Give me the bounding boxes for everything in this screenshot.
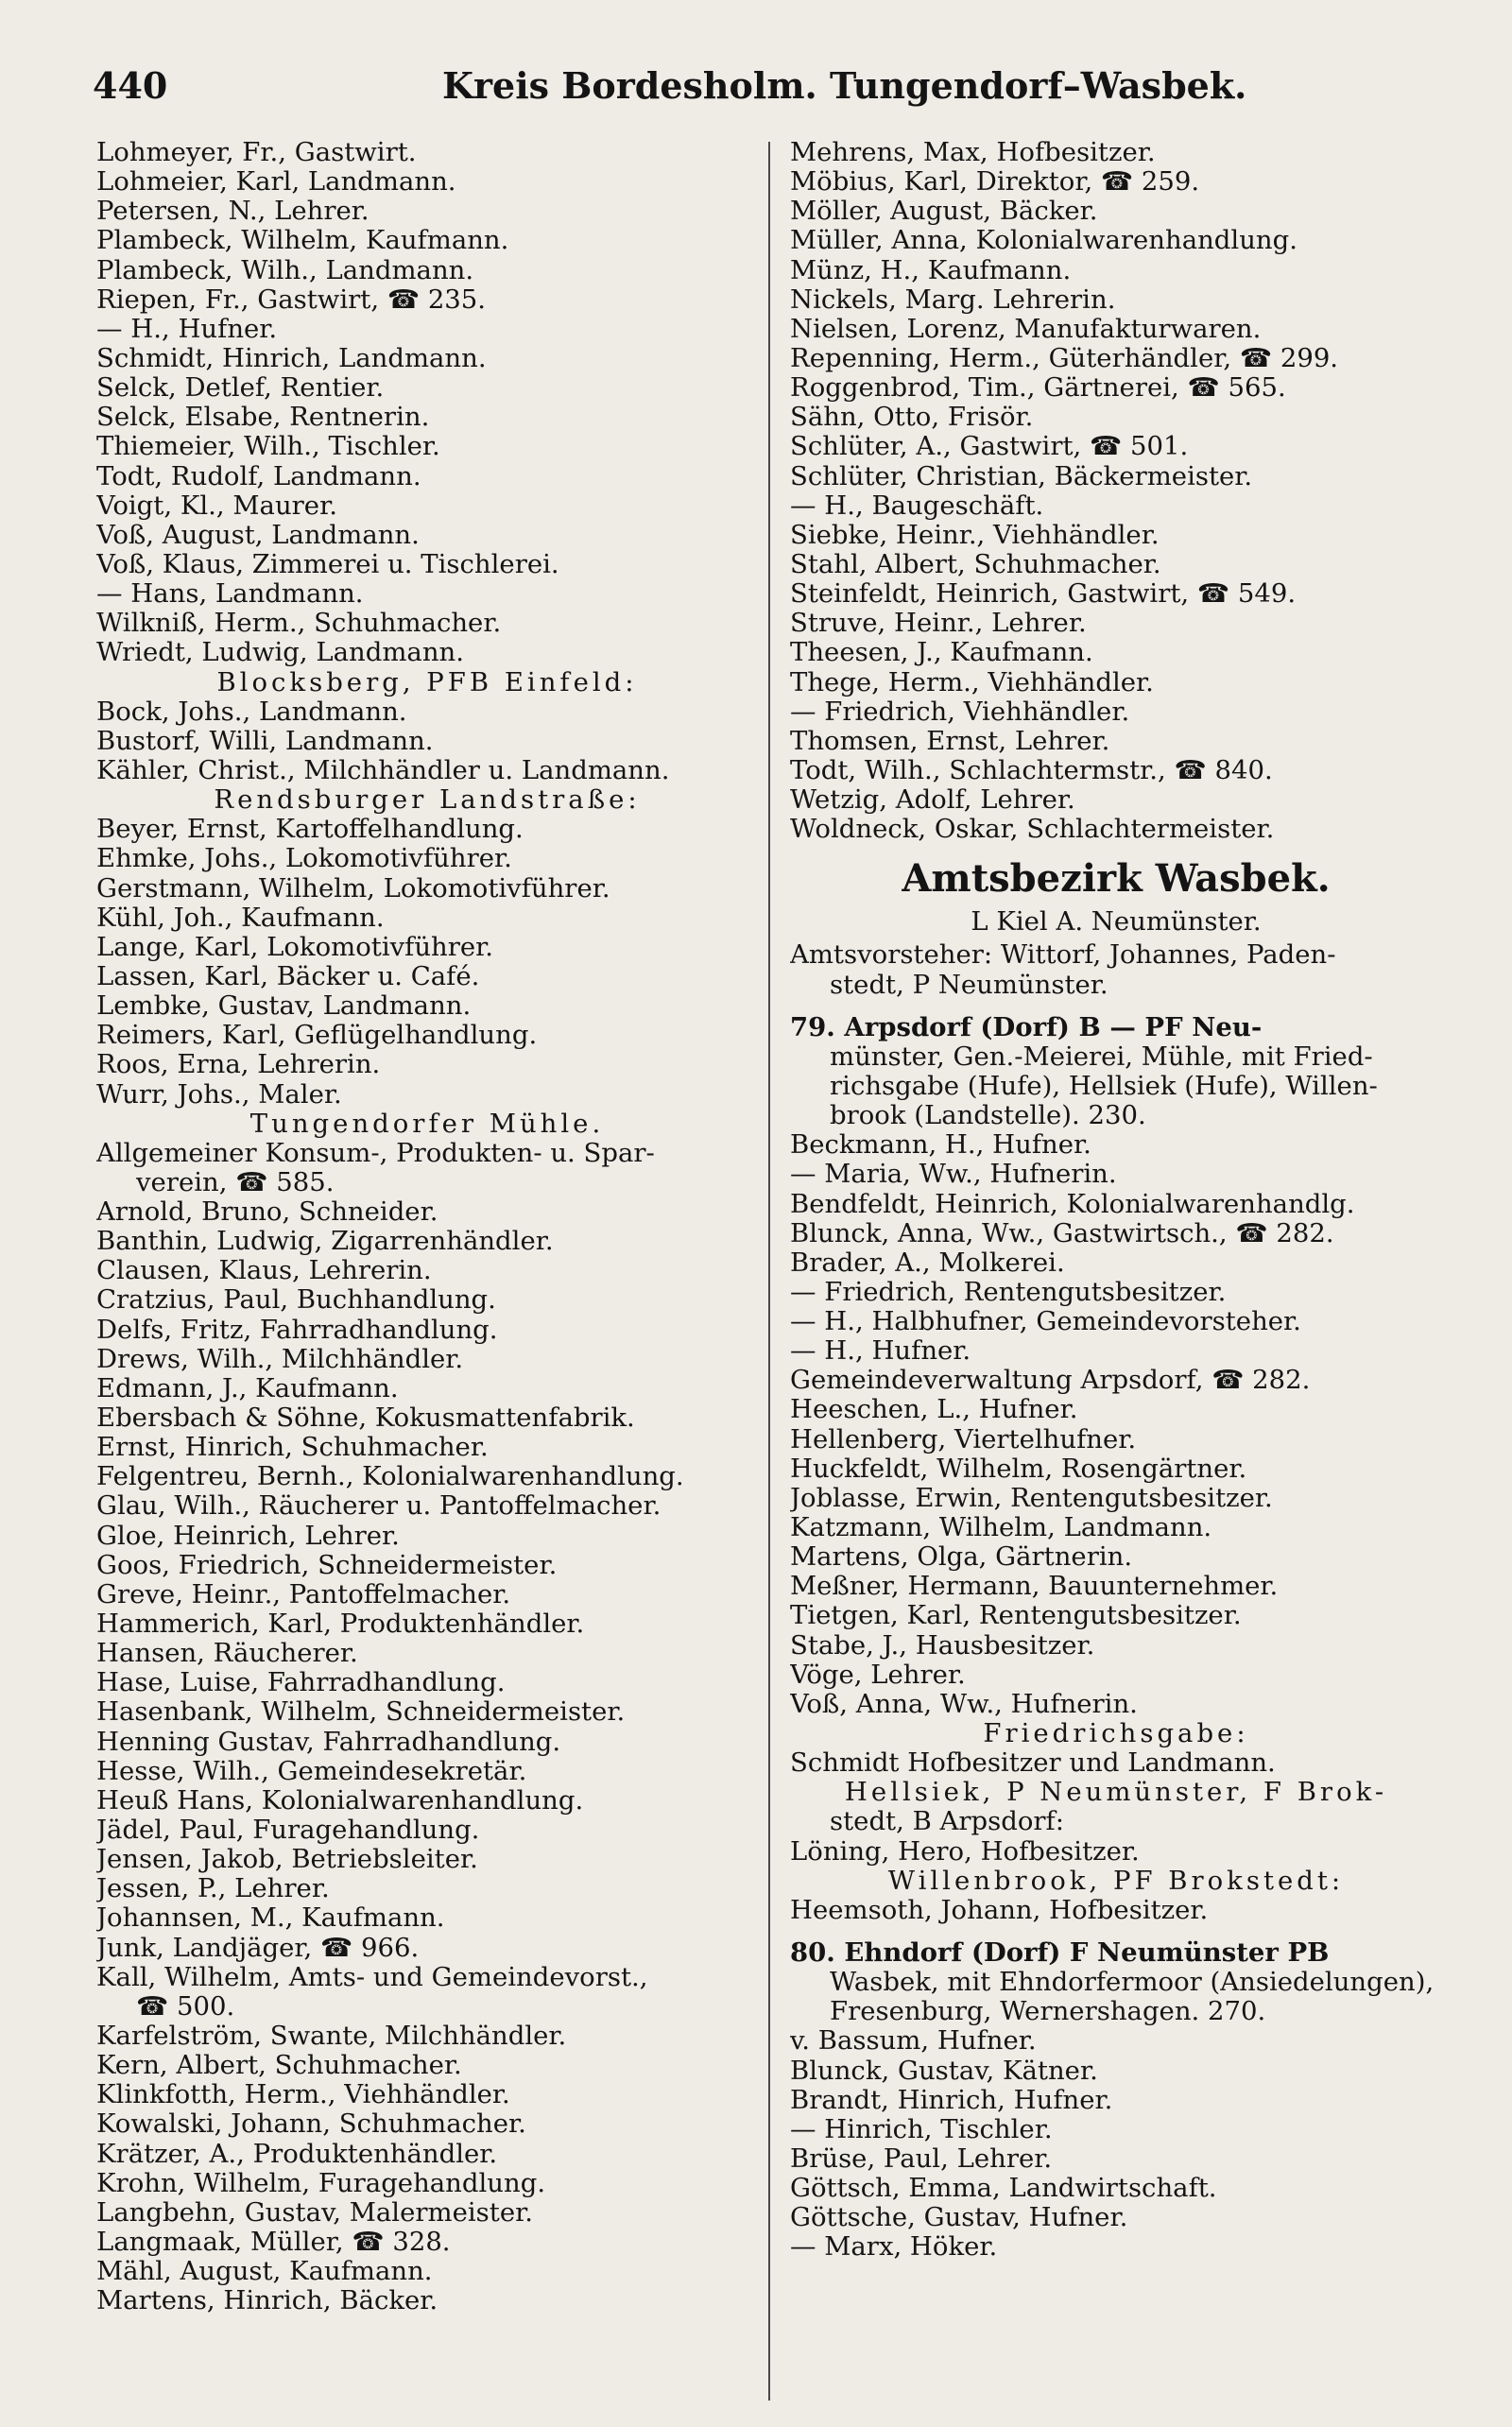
left-column bbox=[96, 138, 758, 2406]
directory-entry: Steinfeldt, Heinrich, Gastwirt, ☎ 549. bbox=[790, 579, 1297, 610]
directory-entry: Kühl, Joh., Kaufmann. bbox=[96, 903, 385, 933]
directory-entry: Thomsen, Ernst, Lehrer. bbox=[790, 726, 1110, 756]
directory-entry: Voß, Anna, Ww., Hufnerin. bbox=[790, 1689, 1138, 1719]
directory-entry: Vöge, Lehrer. bbox=[790, 1660, 966, 1690]
directory-entry: Schmidt, Hinrich, Landmann. bbox=[96, 343, 487, 373]
directory-entry: Thege, Herm., Viehhändler. bbox=[790, 667, 1154, 697]
directory-entry: Lange, Karl, Lokomotivführer. bbox=[96, 932, 494, 962]
directory-entry: Huckfeldt, Wilhelm, Rosengärtner. bbox=[790, 1454, 1247, 1484]
directory-entry: Ebersbach & Söhne, Kokusmattenfabrik. bbox=[96, 1403, 635, 1434]
directory-entry: Lohmeier, Karl, Landmann. bbox=[96, 167, 456, 198]
locality-heading: Friedrichsgabe: bbox=[983, 1719, 1249, 1749]
directory-entry: Bock, Johs., Landmann. bbox=[96, 697, 407, 727]
directory-entry: Plambeck, Wilhelm, Kaufmann. bbox=[96, 226, 509, 256]
directory-entry: Thiemeier, Wilh., Tischler. bbox=[96, 432, 440, 462]
directory-entry: Karfelström, Swante, Milchhändler. bbox=[96, 2022, 567, 2051]
locality-heading: Tungendorfer Mühle. bbox=[249, 1109, 605, 1139]
directory-entry: Göttsch, Emma, Landwirtschaft. bbox=[790, 2174, 1217, 2204]
directory-entry: Langbehn, Gustav, Malermeister. bbox=[96, 2197, 533, 2228]
directory-entry: Ehmke, Johs., Lokomotivführer. bbox=[96, 844, 512, 874]
directory-entry: Roos, Erna, Lehrerin. bbox=[96, 1050, 381, 1080]
entry-continuation: verein, ☎ 585. bbox=[136, 1167, 335, 1197]
directory-entry: Kähler, Christ., Milchhändler u. Landmann. bbox=[96, 755, 670, 785]
page-number: 440 bbox=[93, 64, 168, 107]
directory-entry: Voß, August, Landmann. bbox=[96, 520, 420, 550]
directory-entry: Hase, Luise, Fahrradhandlung. bbox=[96, 1668, 506, 1698]
directory-entry: Junk, Landjäger, ☎ 966. bbox=[96, 1933, 420, 1963]
directory-entry: Beyer, Ernst, Kartoffelhandlung. bbox=[96, 815, 524, 845]
directory-entry: Klinkfotth, Herm., Viehhändler. bbox=[96, 2080, 510, 2110]
directory-entry: — Hans, Landmann. bbox=[96, 579, 364, 610]
directory-entry: — Friedrich, Rentengutsbesitzer. bbox=[790, 1277, 1227, 1307]
directory-entry: Langmaak, Müller, ☎ 328. bbox=[96, 2227, 451, 2257]
directory-entry: Nickels, Marg. Lehrerin. bbox=[790, 284, 1116, 315]
entry-continuation: stedt, P Neumünster. bbox=[830, 970, 1108, 1000]
locality-heading: Rendsburger Landstraße: bbox=[214, 785, 641, 816]
directory-entry: Delfs, Fritz, Fahrradhandlung. bbox=[96, 1315, 498, 1345]
column-divider bbox=[768, 142, 770, 2401]
directory-entry: Theesen, J., Kaufmann. bbox=[790, 638, 1093, 668]
directory-entry: Wurr, Johs., Maler. bbox=[96, 1079, 342, 1110]
directory-entry: Petersen, N., Lehrer. bbox=[96, 197, 369, 227]
directory-entry: — Marx, Höker. bbox=[790, 2232, 998, 2263]
locality-heading: Hellsiek, P Neumünster, F Brok- bbox=[844, 1778, 1388, 1808]
directory-entry: Stabe, J., Hausbesitzer. bbox=[790, 1630, 1095, 1661]
directory-entry: Brüse, Paul, Lehrer. bbox=[790, 2144, 1053, 2174]
directory-entry: Lassen, Karl, Bäcker u. Café. bbox=[96, 961, 480, 991]
locality-heading: Willenbrook, PF Brokstedt: bbox=[887, 1866, 1345, 1896]
entry-continuation: richsgabe (Hufe), Hellsiek (Hufe), Willen- bbox=[830, 1071, 1378, 1101]
directory-entry: Martens, Olga, Gärtnerin. bbox=[790, 1542, 1133, 1573]
spacer bbox=[790, 1925, 1442, 1938]
entry-continuation: ☎ 500. bbox=[136, 1991, 235, 2022]
directory-entry: Nielsen, Lorenz, Manufakturwaren. bbox=[790, 314, 1262, 344]
directory-entry: Bendfeldt, Heinrich, Kolonialwarenhandlg. bbox=[790, 1189, 1355, 1219]
directory-entry: Johannsen, M., Kaufmann. bbox=[96, 1903, 445, 1934]
directory-entry: Heemsoth, Johann, Hofbesitzer. bbox=[790, 1895, 1209, 1925]
directory-entry: Siebke, Heinr., Viehhändler. bbox=[790, 520, 1160, 550]
directory-entry: Joblasse, Erwin, Rentengutsbesitzer. bbox=[790, 1483, 1273, 1513]
directory-entry: Hellenberg, Viertelhufner. bbox=[790, 1424, 1137, 1454]
directory-entry: Blunck, Gustav, Kätner. bbox=[790, 2056, 1098, 2086]
right-column bbox=[790, 138, 1442, 2406]
directory-entry: Tietgen, Karl, Rentengutsbesitzer. bbox=[790, 1601, 1242, 1631]
directory-entry: Struve, Heinr., Lehrer. bbox=[790, 609, 1087, 639]
directory-entry: Wriedt, Ludwig, Landmann. bbox=[96, 638, 464, 668]
directory-entry: — Friedrich, Viehhändler. bbox=[790, 697, 1130, 727]
directory-entry: Ernst, Hinrich, Schuhmacher. bbox=[96, 1433, 489, 1463]
directory-entry: Voigt, Kl., Maurer. bbox=[96, 491, 337, 521]
directory-entry: Martens, Hinrich, Bäcker. bbox=[96, 2286, 438, 2316]
directory-entry: Clausen, Klaus, Lehrerin. bbox=[96, 1256, 432, 1286]
directory-entry: — H., Baugeschäft. bbox=[790, 491, 1044, 521]
directory-entry: — H., Halbhufner, Gemeindevorsteher. bbox=[790, 1307, 1301, 1337]
entry-continuation: stedt, B Arpsdorf: bbox=[830, 1807, 1064, 1837]
directory-entry: Hammerich, Karl, Produktenhändler. bbox=[96, 1609, 585, 1640]
entry-continuation: brook (Landstelle). 230. bbox=[830, 1101, 1146, 1131]
directory-entry: Arnold, Bruno, Schneider. bbox=[96, 1197, 438, 1228]
page-header bbox=[93, 64, 1435, 121]
directory-entry: Kowalski, Johann, Schuhmacher. bbox=[96, 2109, 526, 2140]
directory-entry: Henning Gustav, Fahrradhandlung. bbox=[96, 1727, 561, 1757]
running-title: Kreis Bordesholm. Tungendorf–Wasbek. bbox=[442, 64, 1247, 107]
municipality-heading: 79. Arpsdorf (Dorf) B — PF Neu- bbox=[790, 1012, 1263, 1042]
directory-entry: Heeschen, L., Hufner. bbox=[790, 1395, 1078, 1425]
directory-entry: Mehrens, Max, Hofbesitzer. bbox=[790, 138, 1156, 167]
directory-entry: Gloe, Heinrich, Lehrer. bbox=[96, 1521, 400, 1551]
directory-entry: Selck, Detlef, Rentier. bbox=[96, 373, 385, 404]
directory-entry: Mähl, August, Kaufmann. bbox=[96, 2257, 433, 2287]
directory-entry: Blunck, Anna, Ww., Gastwirtsch., ☎ 282. bbox=[790, 1218, 1334, 1248]
directory-entry: Möbius, Karl, Direktor, ☎ 259. bbox=[790, 167, 1200, 198]
directory-entry: Schlüter, Christian, Bäckermeister. bbox=[790, 461, 1253, 491]
directory-entry: Gemeindeverwaltung Arpsdorf, ☎ 282. bbox=[790, 1366, 1311, 1396]
directory-entry: Goos, Friedrich, Schneidermeister. bbox=[96, 1550, 558, 1580]
directory-entry: Wetzig, Adolf, Lehrer. bbox=[790, 785, 1075, 816]
directory-entry: Müller, Anna, Kolonialwarenhandlung. bbox=[790, 226, 1297, 256]
directory-entry: Todt, Wilh., Schlachtermstr., ☎ 840. bbox=[790, 755, 1273, 785]
directory-entry: Reimers, Karl, Geflügelhandlung. bbox=[96, 1021, 538, 1051]
entry-continuation: Wasbek, mit Ehndorfermoor (Ansiedelungen), bbox=[830, 1968, 1435, 1998]
directory-entry: Jensen, Jakob, Betriebsleiter. bbox=[96, 1845, 478, 1875]
directory-entry: Krätzer, A., Produktenhändler. bbox=[96, 2139, 498, 2169]
directory-entry: Löning, Hero, Hofbesitzer. bbox=[790, 1836, 1140, 1867]
directory-entry: Kern, Albert, Schuhmacher. bbox=[96, 2051, 462, 2081]
directory-entry: Felgentreu, Bernh., Kolonialwarenhandlung. bbox=[96, 1462, 684, 1492]
directory-entry: Greve, Heinr., Pantoffelmacher. bbox=[96, 1579, 511, 1609]
directory-entry: Krohn, Wilhelm, Furagehandlung. bbox=[96, 2168, 546, 2198]
directory-entry: Brader, A., Molkerei. bbox=[790, 1248, 1065, 1278]
directory-entry: Schlüter, A., Gastwirt, ☎ 501. bbox=[790, 432, 1189, 462]
directory-entry: Katzmann, Wilhelm, Landmann. bbox=[790, 1513, 1212, 1543]
directory-entry: Brandt, Hinrich, Hufner. bbox=[790, 2085, 1113, 2115]
directory-entry: — H., Hufner. bbox=[96, 314, 278, 344]
directory-entry: Selck, Elsabe, Rentnerin. bbox=[96, 403, 430, 433]
directory-entry: Münz, H., Kaufmann. bbox=[790, 255, 1072, 285]
directory-entry: Todt, Rudolf, Landmann. bbox=[96, 461, 421, 491]
directory-entry: Meßner, Hermann, Bauunternehmer. bbox=[790, 1572, 1279, 1602]
directory-entry: Jessen, P., Lehrer. bbox=[96, 1874, 330, 1904]
directory-entry: Hesse, Wilh., Gemeindesekretär. bbox=[96, 1756, 527, 1786]
directory-entry: Allgemeiner Konsum-, Produkten- u. Spar- bbox=[96, 1138, 655, 1168]
district-heading: Amtsbezirk Wasbek. bbox=[902, 856, 1331, 902]
directory-entry: Hasenbank, Wilhelm, Schneidermeister. bbox=[96, 1697, 626, 1728]
directory-entry: Banthin, Ludwig, Zigarrenhändler. bbox=[96, 1227, 554, 1257]
directory-entry: Wilkniß, Herm., Schuhmacher. bbox=[96, 609, 502, 639]
locality-heading: Blocksberg, PFB Einfeld: bbox=[216, 667, 638, 697]
directory-entry: Repenning, Herm., Güterhändler, ☎ 299. bbox=[790, 343, 1339, 373]
directory-entry: Edmann, J., Kaufmann. bbox=[96, 1373, 399, 1403]
entry-continuation: Fresenburg, Wernershagen. 270. bbox=[830, 1997, 1266, 2027]
directory-entry: Schmidt Hofbesitzer und Landmann. bbox=[790, 1748, 1276, 1779]
directory-entry: Göttsche, Gustav, Hufner. bbox=[790, 2203, 1128, 2233]
directory-entry: Lohmeyer, Fr., Gastwirt. bbox=[96, 138, 417, 167]
directory-entry: Lembke, Gustav, Landmann. bbox=[96, 991, 472, 1022]
directory-entry: — H., Hufner. bbox=[790, 1336, 971, 1367]
directory-entry: Cratzius, Paul, Buchhandlung. bbox=[96, 1285, 496, 1316]
directory-entry: Woldneck, Oskar, Schlachtermeister. bbox=[790, 815, 1275, 845]
directory-entry: Möller, August, Bäcker. bbox=[790, 197, 1098, 227]
directory-entry: Kall, Wilhelm, Amts- und Gemeindevorst., bbox=[96, 1962, 648, 1992]
directory-entry: Glau, Wilh., Räucherer u. Pantoffelmacher. bbox=[96, 1491, 662, 1522]
directory-entry: Bustorf, Willi, Landmann. bbox=[96, 726, 434, 756]
entry-continuation: münster, Gen.-Meierei, Mühle, mit Fried- bbox=[830, 1041, 1373, 1072]
directory-entry: Amtsvorsteher: Wittorf, Johannes, Paden- bbox=[790, 940, 1336, 971]
spacer bbox=[790, 1000, 1442, 1013]
directory-entry: Gerstmann, Wilhelm, Lokomotivführer. bbox=[96, 873, 610, 904]
directory-entry: Beckmann, H., Hufner. bbox=[790, 1130, 1091, 1161]
directory-entry: v. Bassum, Hufner. bbox=[790, 2026, 1037, 2057]
municipality-heading: 80. Ehndorf (Dorf) F Neumünster PB bbox=[790, 1938, 1330, 1969]
directory-entry: Voß, Klaus, Zimmerei u. Tischlerei. bbox=[96, 549, 559, 579]
directory-entry: Heuß Hans, Kolonialwarenhandlung. bbox=[96, 1785, 584, 1816]
directory-entry: Stahl, Albert, Schuhmacher. bbox=[790, 549, 1161, 579]
directory-entry: Riepen, Fr., Gastwirt, ☎ 235. bbox=[96, 284, 487, 315]
directory-entry: Hansen, Räucherer. bbox=[96, 1639, 358, 1669]
directory-entry: Plambeck, Wilh., Landmann. bbox=[96, 255, 474, 285]
directory-entry: Drews, Wilh., Milchhändler. bbox=[96, 1344, 464, 1374]
directory-entry: — Maria, Ww., Hufnerin. bbox=[790, 1160, 1117, 1190]
directory-entry: Sähn, Otto, Frisör. bbox=[790, 403, 1034, 433]
district-subheading: L Kiel A. Neumünster. bbox=[971, 906, 1262, 938]
directory-entry: Roggenbrod, Tim., Gärtnerei, ☎ 565. bbox=[790, 373, 1286, 404]
directory-entry: Jädel, Paul, Furagehandlung. bbox=[96, 1816, 480, 1846]
directory-entry: — Hinrich, Tischler. bbox=[790, 2114, 1053, 2144]
